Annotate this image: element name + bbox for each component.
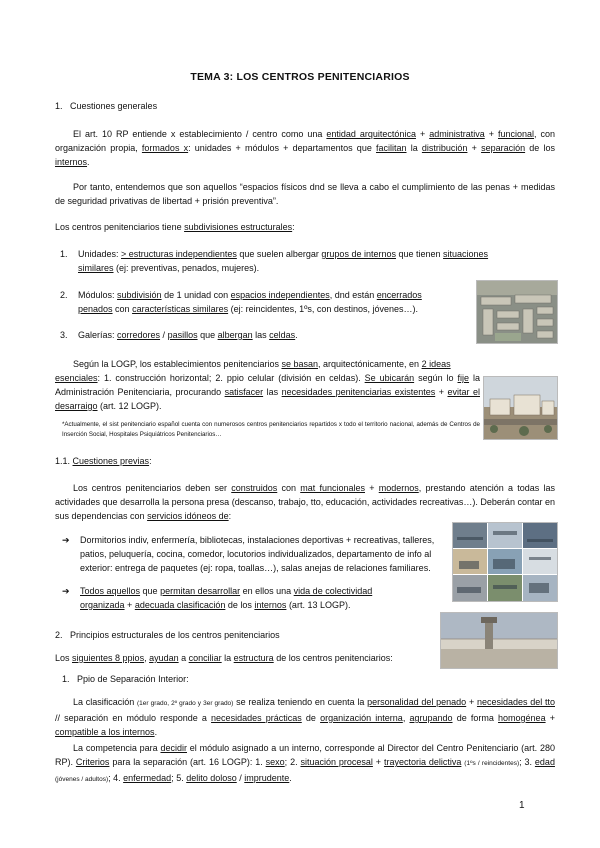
section-heading-1-1: 1.1. Cuestiones previas: <box>55 456 152 466</box>
paragraph-principles-intro: Los siguientes 8 ppios, ayudan a conciliar la estructura de los centros penitenciarios: <box>55 653 393 663</box>
prison-aerial-photo <box>476 280 558 344</box>
list-item-galerias: 3. Galerías: corredores / pasillos que albergan las celdas. <box>60 330 298 340</box>
arrow-right-icon: ➔ <box>62 535 70 545</box>
page-number: 1 <box>519 800 525 811</box>
prison-wall-watchtower-photo <box>440 612 558 669</box>
paragraph-construction: Los centros penitenciarios deben ser construidos con mat funcionales + modernos, prestando atención a todas las actividades que desarrolla la persona presa (descanso, trabajo, tto, educación, actividades recreativas…). Deberán contar en sus dependencias con servicios idóneos de: <box>55 483 555 521</box>
subheading-separacion-interior: 1. Ppio de Separación Interior: <box>62 674 189 684</box>
bullet-collective-life: ➔ Todos aquellos que permitan desarrollar en ellos una vida de colectividad organizada + adecuada clasificación de los internos (art. 13 LOGP). <box>62 586 373 610</box>
paragraph-logp-body: esenciales: 1. construcción horizontal; 2. ppio celular (división en celdas). Se ubicarán según lo fije la Administración Penitenciaria, procurando satisfacer las necesidades penitenciarias existentes + evitar el desarraigo (art. 12 LOGP). <box>55 373 480 411</box>
footnote-current-system: *Actualmente, el sist penitenciario español cuenta con numerosos centros penitenciarios repartidos x todo el territorio nacional, además de Centros de Inserción Social, Hospitales Psiquiátricos Penitenciarios… <box>62 421 480 438</box>
prison-exterior-photo <box>483 376 558 440</box>
paragraph-definition: El art. 10 RP entiende x establecimiento / centro como una entidad arquitectónica + administrativa + funcional, con organización propia, formados x: unidades + módulos + departamentos que facilitan la distribución + separación de los internos. <box>55 129 556 167</box>
paragraph-classification: La clasificación (1er grado, 2º grado y 3er grado) se realiza teniendo en cuenta la personalidad del penado + necesidades del tto // separación en módulo responde a necesidades prácticas de organización interna, agrupando de forma homogénea + compatible a los internos. <box>55 697 555 737</box>
paragraph-subdivisions: Los centros penitenciarios tiene subdivisiones estructurales: <box>55 222 295 232</box>
paragraph-spaces: Por tanto, entendemos que son aquellos “espacios físicos dnd se lleva a cabo el cumplimiento de las penas + medidas de seguridad privativas de libertad + prisión preventiva”. <box>55 182 555 206</box>
section-heading-2: 2. Principios estructurales de los centros penitenciarios <box>55 630 280 640</box>
bullet-facilities: ➔ Dormitorios indiv, enfermería, bibliotecas, instalaciones deportivas + recreativas, talleres, patios, peluquería, cocina, comedor, locutorios individualizados, departamento de info al exterior: entrega de paquetes (ej: ropa, toallas…), salas anejas de relaciones familiares. <box>62 535 435 573</box>
list-item-modulos: 2. Módulos: subdivisión de 1 unidad con espacios independientes, dnd están encerrados penados con características similares (ej: reincidentes, 1ºs, con destinos, jóvenes…). <box>60 290 422 314</box>
page-title: TEMA 3: LOS CENTROS PENITENCIARIOS <box>190 71 410 83</box>
arrow-right-icon: ➔ <box>62 586 70 596</box>
list-item-unidades: 1. Unidades: > estructuras independientes que suelen albergar grupos de internos que tienen situaciones similares (ej: preventivas, penados, mujeres). <box>60 249 489 273</box>
prison-facilities-collage <box>452 522 558 602</box>
section-heading-1: 1. Cuestiones generales <box>55 101 158 111</box>
paragraph-logp-intro: Según la LOGP, los establecimientos penitenciarios se basan, arquitectónicamente, en 2 ideas <box>73 359 451 369</box>
paragraph-competence: La competencia para decidir el módulo asignado a un interno, corresponde al Director del Centro Penitenciario (art. 280 RP). Criterios para la separación (art. 16 LOGP): 1. sexo; 2. situación procesal + trayectoria delictiva (1ºs / reincidentes); 3. edad (jóvenes / adultos); 4. enfermedad; 5. delito doloso / imprudente. <box>55 743 555 783</box>
